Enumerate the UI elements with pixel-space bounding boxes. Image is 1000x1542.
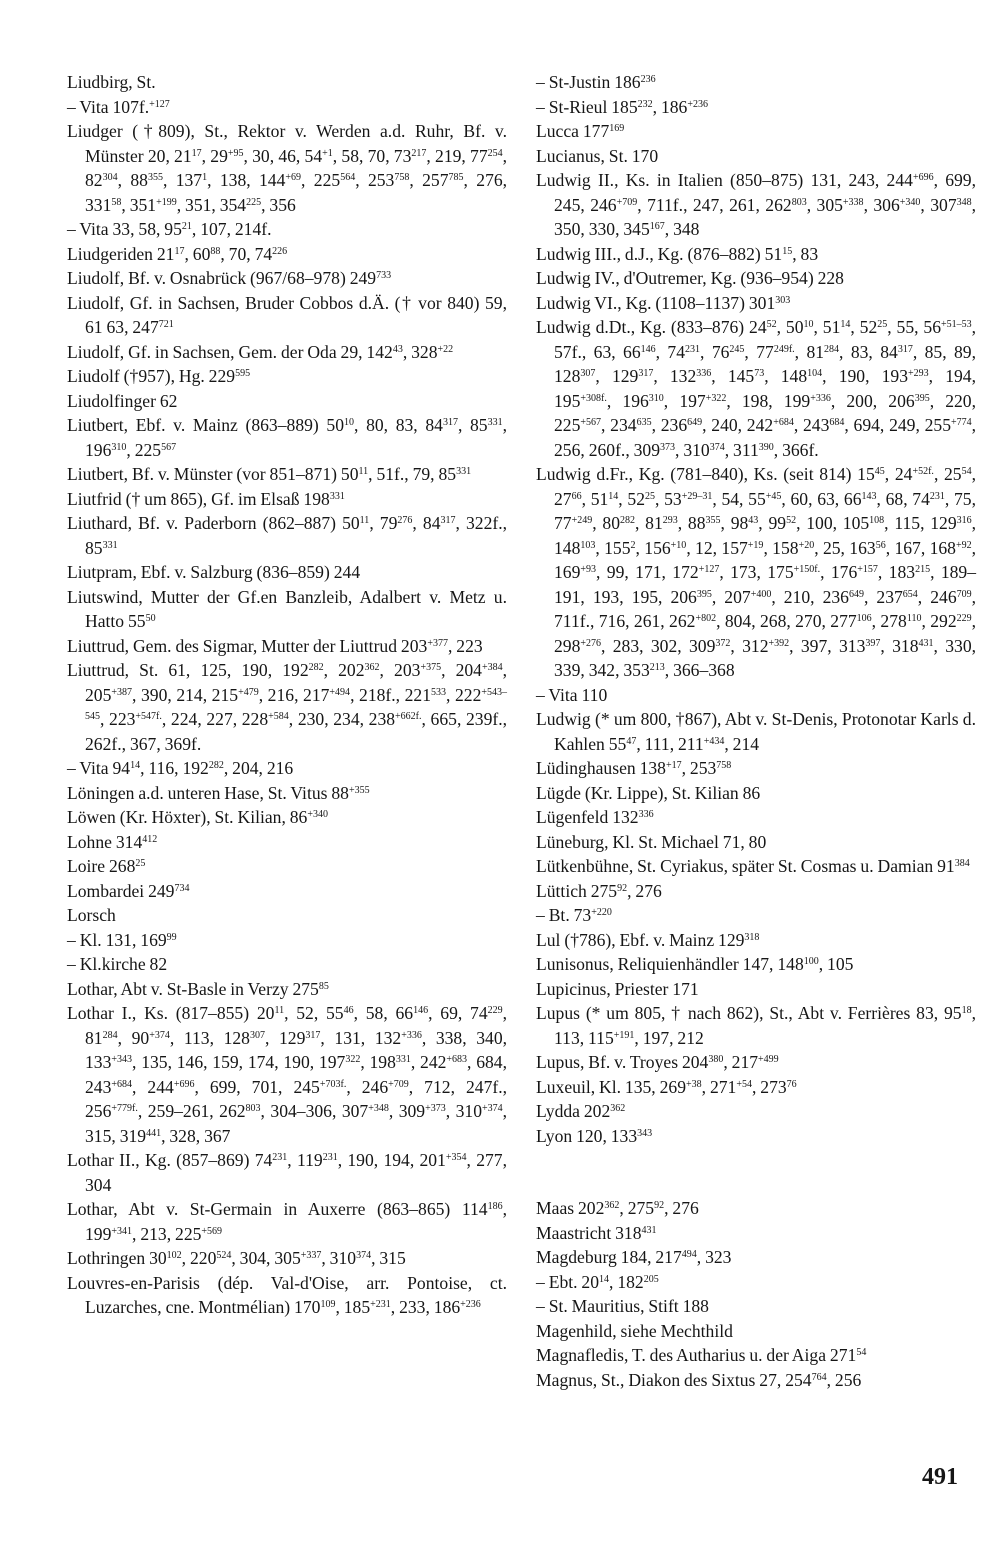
index-entry: Lupicinus, Priester 171 bbox=[536, 978, 699, 999]
index-entry: Magdeburg 184, $217^{494}$, 323 bbox=[536, 1247, 732, 1267]
index-entry: Liutpram, Ebf. v. Salzburg (836–859) 244 bbox=[67, 562, 361, 582]
index-entry: Liutswind, Mutter der Gf.en Banzleib, Adalbert v. Metz u. Hatto $55^{50}$ bbox=[67, 586, 507, 631]
index-entry: Lohne $314^{412}$ bbox=[67, 831, 158, 852]
index-entry: Liudolf, Gf. in Sachsen, Gem. der Oda 29, $142^{43}$, $328^{+22}$ bbox=[67, 341, 454, 362]
index-entry: – Kl. 131, $169^{99}$ bbox=[67, 929, 177, 950]
index-column-right bbox=[536, 70, 976, 1392]
section-gap bbox=[536, 1148, 976, 1196]
index-entry: Lyon 120, $133^{343}$ bbox=[536, 1125, 653, 1146]
index-entry: Liutbert, Ebf. v. Mainz (863–889) $50^{10}$, 80, 83, $84^{317}$, $85^{331}$, $196^{310}$, $225^{567}$ bbox=[67, 415, 508, 460]
index-entry: Lunisonus, Reliquienhändler 147, $148^{100}$, 105 bbox=[536, 954, 854, 974]
index-entry: Lucca $177^{169}$ bbox=[536, 121, 625, 141]
index-entry: Ludwig d.Fr., Kg. (781–840), Ks. (seit 814) $15^{45}$, $24^{+52f.}$, $25^{54}$, $27^{66}$, $51^{14}$, $52^{25}$, $53^{+29-31}$, 54, $55^{+45}$, 60, 63, $66^{143}$, 68, $74^{231}$, 75, $77^{+249}$, $80^{282}$, $81^{293}$, $88^{355}$, $98^{43}$, $99^{52}$, 100, $105^{108}$, 115, $129^{316}$, $148^{103}$, $155^2$, $156^{+10}$, 12, $157^{+19}$, $158^{+20}$, 25, $163^{56}$, 167, $168^{+92}$, $169^{+93}$, 99, 171, $172^{+127}$, 173, $175^{+150f.}$, $176^{+157}$, $183^{215}$, 189–191, 193, 195, $206^{395}$, $207^{+400}$, 210, $236^{649}$, $237^{654}$, $246^{709}$, 711f., 716, 261, $262^{+802}$, 804, 268, 270, $277^{106}$, $278^{110}$, $292^{229}$, $298^{+276}$, 283, 302, $309^{372}$, $312^{+392}$, 397, $313^{397}$, $318^{431}$, 330, 339, 342, $353^{213}$, 366–368 bbox=[536, 464, 977, 680]
index-entry: Liudolf, Gf. in Sachsen, Bruder Cobbos d.Ä. († vor 840) 59, 61 63, $247^{721}$ bbox=[67, 292, 507, 337]
index-entry: Liudolfinger 62 bbox=[67, 390, 178, 411]
index-entry: Lüdinghausen $138^{+17}$, $253^{758}$ bbox=[536, 758, 732, 778]
index-entry: Lupus, Bf. v. Troyes $204^{380}$, $217^{+499}$ bbox=[536, 1052, 779, 1072]
index-entry: Lügde (Kr. Lippe), St. Kilian 86 bbox=[536, 782, 761, 803]
index-entry: Magnus, St., Diakon des Sixtus 27, $254^{764}$, 256 bbox=[536, 1369, 862, 1390]
index-entry: Lul (†786), Ebf. v. Mainz $129^{318}$ bbox=[536, 929, 760, 950]
index-entry: – Kl.kirche 82 bbox=[67, 954, 168, 974]
index-entry: Ludwig VI., Kg. (1108–1137) $301^{303}$ bbox=[536, 292, 791, 313]
index-entry: Liuttrud, Gem. des Sigmar, Mutter der Liuttrud $203^{+377}$, 223 bbox=[67, 635, 483, 656]
index-column-left bbox=[67, 70, 507, 1320]
index-entry: Liutbert, Bf. v. Münster (vor 851–871) $50^{11}$, 51f., 79, $85^{331}$ bbox=[67, 464, 472, 484]
index-entry: – Vita 33, 58, $95^{21}$, 107, 214f. bbox=[67, 219, 272, 239]
index-entry: Ludwig IV., d'Outremer, Kg. (936–954) 228 bbox=[536, 268, 844, 288]
index-entry: Liuttrud, St. 61, 125, 190, $192^{282}$, $202^{362}$, $203^{+375}$, $204^{+384}$, $205^{+387}$, 390, 214, $215^{+479}$, 216, $217^{+494}$, 218f., $221^{533}$, $222^{+543-545}$, $223^{+547f.}$, 224, 227, $228^{+584}$, 230, 234, $238^{+662f.}$, 665, 239f., 262f., 367, 369f. bbox=[67, 660, 508, 754]
index-entry: Lüttich $275^{92}$, 276 bbox=[536, 880, 662, 901]
page-number: 491 bbox=[922, 1464, 958, 1490]
index-entry: – Vita 110 bbox=[536, 684, 608, 705]
index-entry: Lydda $202^{362}$ bbox=[536, 1101, 626, 1121]
index-entry: Lütkenbühne, St. Cyriakus, später St. Cosmas u. Damian $91^{384}$ bbox=[536, 856, 970, 876]
index-entry: – St. Mauritius, Stift 188 bbox=[536, 1296, 709, 1316]
index-entry: – Ebt. $20^{14}$, $182^{205}$ bbox=[536, 1271, 659, 1292]
index-entry: Ludwig (* um 800, †867), Abt v. St-Denis, Protonotar Karls d. Kahlen $55^{47}$, 111, $211^{+434}$, 214 bbox=[536, 709, 976, 754]
index-entry: Lothar I., Ks. (817–855) $20^{11}$, 52, $55^{46}$, 58, $66^{146}$, 69, $74^{229}$, $81^{284}$, $90^{+374}$, 113, $128^{307}$, $129^{317}$, 131, $132^{+336}$, 338, 340, $133^{+343}$, 135, 146, 159, 174, 190, $197^{322}$, $198^{331}$, $242^{+683}$, 684, $243^{+684}$, $244^{+696}$, 699, 701, $245^{+703f.}$, $246^{+709}$, 712, 247f., $256^{+779f.}$, 259–261, $262^{803}$, 304–306, $307^{+348}$, $309^{+373}$, $310^{+374}$, 315, $319^{441}$, 328, 367 bbox=[67, 1003, 508, 1146]
index-entry: Lothringen $30^{102}$, $220^{524}$, 304, $305^{+337}$, $310^{374}$, 315 bbox=[67, 1248, 406, 1268]
index-entry: Lorsch bbox=[67, 905, 116, 925]
index-entry: Lothar, Abt v. St-Germain in Auxerre (863–865) $114^{186}$, $199^{+341}$, 213, $225^{+569}$ bbox=[67, 1199, 507, 1244]
index-entry: Ludwig II., Ks. in Italien (850–875) 131, 243, $244^{+696}$, 699, 245, $246^{+709}$, 711f., 247, 261, $262^{803}$, $305^{+338}$, $306^{+340}$, $307^{348}$, 350, 330, $345^{167}$, 348 bbox=[536, 170, 977, 239]
index-entry: Liudgeriden $21^{17}$, $60^{88}$, 70, $74^{226}$ bbox=[67, 243, 288, 264]
index-entry: Löningen a.d. unteren Hase, St. Vitus $88^{+355}$ bbox=[67, 782, 370, 803]
index-entry: Liuthard, Bf. v. Paderborn (862–887) $50^{11}$, $79^{276}$, $84^{317}$, 322f., $85^{331}$ bbox=[67, 513, 508, 558]
index-entry: Lüneburg, Kl. St. Michael 71, 80 bbox=[536, 831, 767, 852]
index-entry: – St-Rieul $185^{232}$, $186^{+236}$ bbox=[536, 96, 708, 117]
index-entry: Lothar, Abt v. St-Basle in Verzy $275^{85}$ bbox=[67, 978, 329, 999]
index-entry: Liutfrid († um 865), Gf. im Elsaß $198^{331}$ bbox=[67, 488, 345, 509]
index-entry: Magenhild, siehe Mechthild bbox=[536, 1320, 733, 1341]
index-entry: – St-Justin $186^{236}$ bbox=[536, 72, 656, 92]
index-entry: Liudolf (†957), Hg. $229^{595}$ bbox=[67, 366, 251, 386]
index-entry: Liudger (†809), St., Rektor v. Werden a.d. Ruhr, Bf. v. Münster 20, $21^{17}$, $29^{+95}$, 30, 46, $54^{+1}$, 58, 70, $73^{217}$, 219, $77^{254}$, $82^{304}$, $88^{355}$, $137^1$, 138, $144^{+69}$, $225^{564}$, $253^{758}$, $257^{785}$, 276, $331^{58}$, $351^{+199}$, 351, $354^{225}$, 356 bbox=[67, 121, 508, 215]
index-entry: Maastricht $318^{431}$ bbox=[536, 1222, 657, 1243]
index-entry: Liudbirg, St. bbox=[67, 72, 156, 92]
index-entry: Lombardei $249^{734}$ bbox=[67, 880, 190, 901]
index-entry: Loire $268^{25}$ bbox=[67, 856, 146, 876]
index-entry: Lothar II., Kg. (857–869) $74^{231}$, $119^{231}$, 190, 194, $201^{+354}$, 277, 304 bbox=[67, 1150, 508, 1195]
index-entry: Lucianus, St. 170 bbox=[536, 145, 659, 166]
index-entry: Lügenfeld $132^{336}$ bbox=[536, 807, 654, 827]
index-entry: Magnafledis, T. des Autharius u. der Aiga $271^{54}$ bbox=[536, 1345, 867, 1365]
index-entry: – Bt. $73^{+220}$ bbox=[536, 905, 612, 925]
index-entry: Ludwig III., d.J., Kg. (876–882) $51^{15}$, 83 bbox=[536, 243, 819, 264]
index-entry: Löwen (Kr. Höxter), St. Kilian, $86^{+340}$ bbox=[67, 807, 328, 827]
index-entry: Liudolf, Bf. v. Osnabrück (967/68–978) $249^{733}$ bbox=[67, 268, 392, 288]
index-entry: Lupus (* um 805, † nach 862), St., Abt v. Ferrières 83, $95^{18}$, 113, $115^{+191}$, 197, 212 bbox=[536, 1003, 976, 1048]
index-entry: – Vita $94^{14}$, 116, $192^{282}$, 204, 216 bbox=[67, 758, 294, 778]
index-entry: Maas $202^{362}$, $275^{92}$, 276 bbox=[536, 1198, 699, 1218]
index-entry: Louvres-en-Parisis (dép. Val-d'Oise, arr. Pontoise, ct. Luzarches, cne. Montmélian) $170^{109}$, $185^{+231}$, 233, $186^{+236}$ bbox=[67, 1272, 507, 1317]
index-entry: Ludwig d.Dt., Kg. (833–876) $24^{52}$, $50^{10}$, $51^{14}$, $52^{25}$, 55, $56^{+51-53}$, 57f., 63, $66^{146}$, $74^{231}$, $76^{245}$, $77^{249f.}$, $81^{284}$, 83, $84^{317}$, 85, 89, $128^{307}$, $129^{317}$, $132^{336}$, $145^{73}$, $148^{104}$, 190, $193^{+293}$, 194, $195^{+308f.}$, $196^{310}$, $197^{+322}$, 198, $199^{+336}$, 200, $206^{395}$, 220, $225^{+567}$, $234^{635}$, $236^{649}$, 240, $242^{+684}$, $243^{684}$, 694, 249, $255^{+774}$, 256, 260f., $309^{373}$, $310^{374}$, $311^{390}$, 366f. bbox=[536, 317, 977, 460]
index-entry: Luxeuil, Kl. 135, $269^{+38}$, $271^{+54}$, $273^{76}$ bbox=[536, 1076, 797, 1097]
index-entry: – Vita 107f.$^{+127}$ bbox=[67, 96, 170, 117]
